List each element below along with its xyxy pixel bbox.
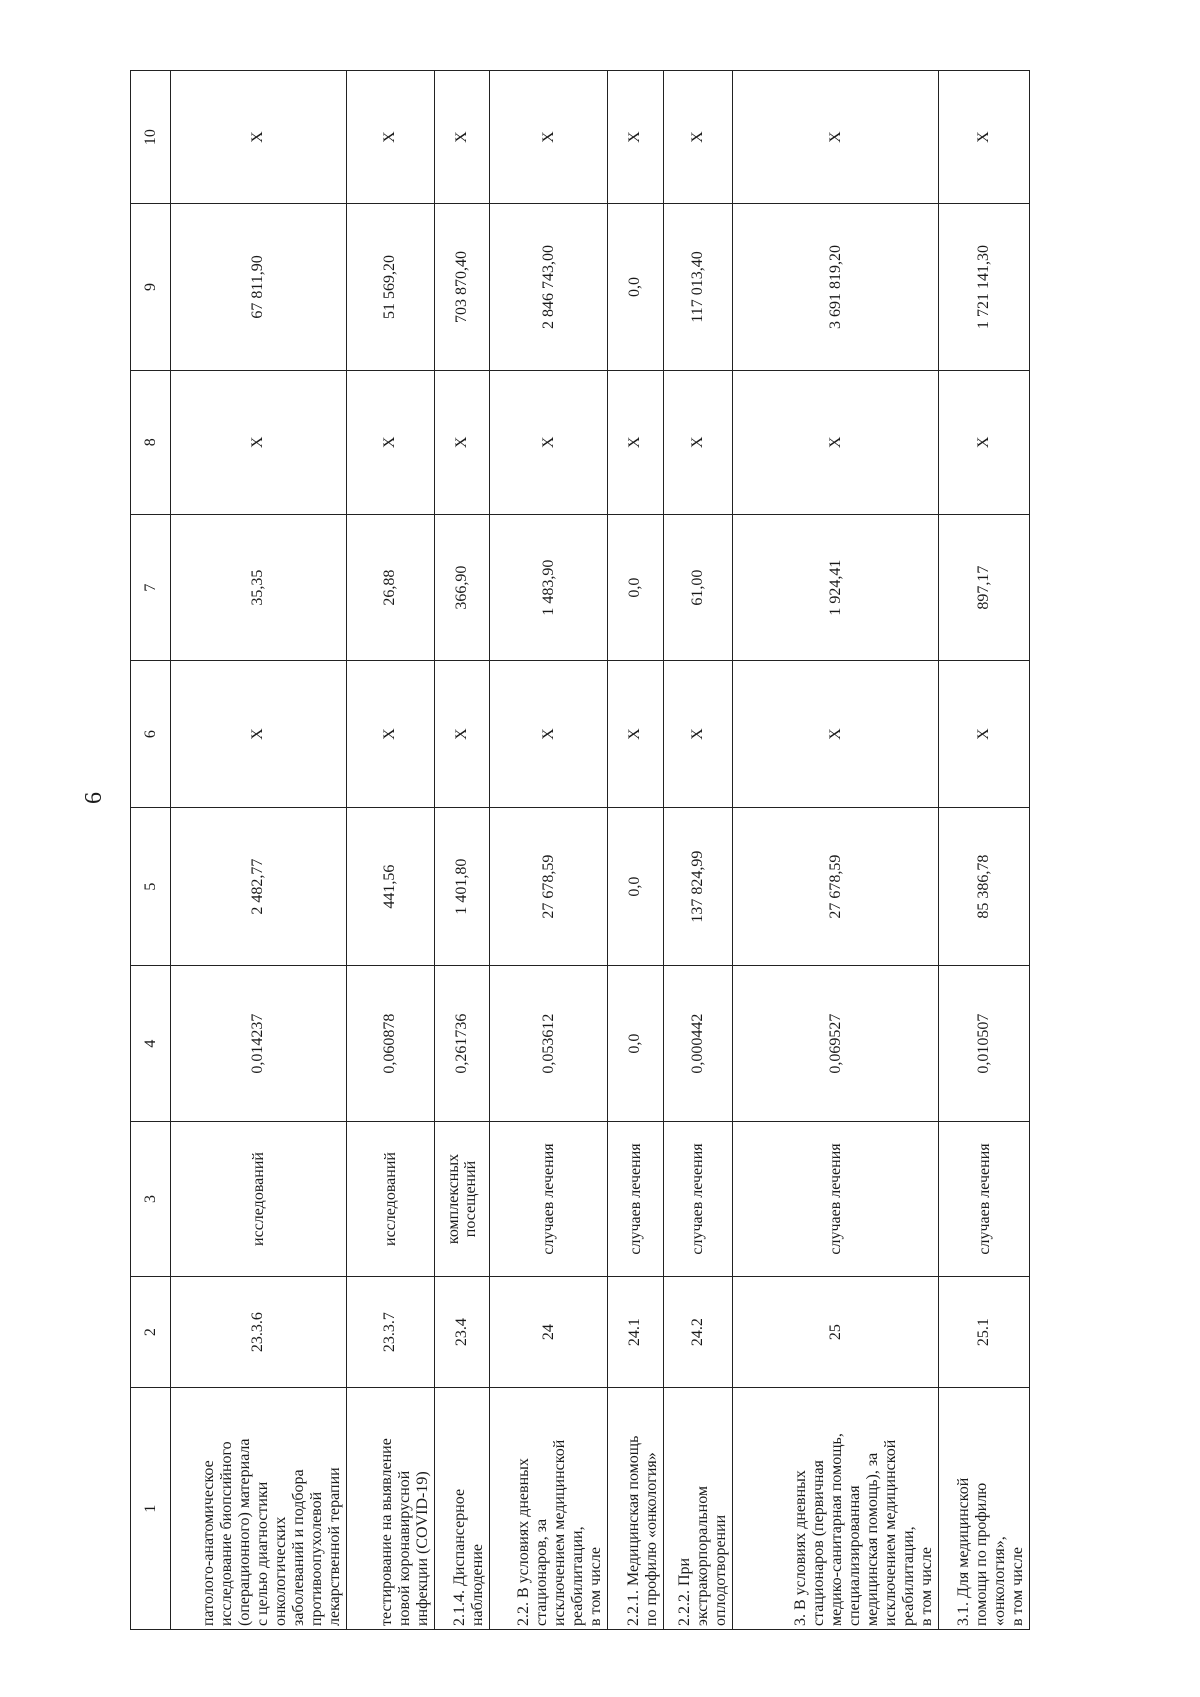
unit-cell	[939, 1121, 1030, 1276]
value-cell: X	[608, 661, 663, 807]
table-row	[733, 71, 939, 1630]
value-cell: 3 691 819,20	[733, 204, 939, 370]
value-cell: 0,069527	[733, 966, 939, 1121]
value-cell: 2 482,77	[171, 807, 347, 966]
table-row	[939, 71, 1030, 1630]
value-cell: 1 401,80	[434, 807, 489, 966]
value-cell: X	[663, 71, 733, 204]
value-cell: X	[171, 661, 347, 807]
header-cell: 9	[131, 204, 171, 370]
value-cell: 61,00	[663, 514, 733, 660]
value-cell: 27 678,59	[490, 807, 608, 966]
code-cell: 24.2	[663, 1277, 733, 1388]
page-number: 6	[81, 792, 107, 804]
table-row	[434, 71, 489, 1630]
table-header-row	[131, 71, 171, 1630]
header-cell: 3	[131, 1121, 171, 1276]
value-cell: 0,0	[608, 807, 663, 966]
value-cell: 0,0	[608, 966, 663, 1121]
row-name-cell	[434, 1388, 489, 1630]
row-name-cell	[490, 1388, 608, 1630]
code-cell: 23.3.6	[171, 1277, 347, 1388]
value-cell: X	[346, 71, 434, 204]
value-cell: 366,90	[434, 514, 489, 660]
unit-label: случаев лечения	[975, 1143, 993, 1255]
row-name-cell	[346, 1388, 434, 1630]
code-cell: 23.3.7	[346, 1277, 434, 1388]
row-title: тестирование на выявление новой коронавирусной инфекции (COVID-19)	[377, 1438, 431, 1626]
value-cell: X	[490, 661, 608, 807]
value-cell: 1 924,41	[733, 514, 939, 660]
unit-cell	[434, 1121, 489, 1276]
table-rotated-container	[130, 70, 1030, 1630]
value-cell: 0,053612	[490, 966, 608, 1121]
row-name-cell	[663, 1388, 733, 1630]
value-cell: 1 721 141,30	[939, 204, 1030, 370]
value-cell: X	[939, 71, 1030, 204]
value-cell: 85 386,78	[939, 807, 1030, 966]
value-cell: X	[939, 370, 1030, 514]
value-cell: X	[171, 370, 347, 514]
row-title: 2.2. В условиях дневных стационаров, за исключением медицинской реабилитации, в том числе	[515, 1439, 605, 1626]
value-cell: 703 870,40	[434, 204, 489, 370]
value-cell: X	[733, 71, 939, 204]
code-cell: 24.1	[608, 1277, 663, 1388]
table-row	[490, 71, 608, 1630]
row-name-cell	[171, 1388, 347, 1630]
value-cell: 0,010507	[939, 966, 1030, 1121]
value-cell: X	[663, 370, 733, 514]
value-cell: 0,261736	[434, 966, 489, 1121]
value-cell: 1 483,90	[490, 514, 608, 660]
value-cell: X	[434, 370, 489, 514]
header-cell: 8	[131, 370, 171, 514]
row-title: 3. В условиях дневных стационаров (первичная медико-санитарная помощь, специализированная медицинская помощь), за исключением медицинской реабилитации, в том числе	[792, 1433, 936, 1626]
unit-label: случаев лечения	[689, 1143, 707, 1255]
value-cell: X	[434, 71, 489, 204]
header-cell: 6	[131, 661, 171, 807]
row-name-cell	[733, 1388, 939, 1630]
unit-label: исследований	[249, 1152, 267, 1246]
unit-cell	[733, 1121, 939, 1276]
value-cell: X	[663, 661, 733, 807]
table-row	[663, 71, 733, 1630]
unit-cell	[663, 1121, 733, 1276]
unit-cell	[346, 1121, 434, 1276]
header-cell: 5	[131, 807, 171, 966]
row-name-cell	[939, 1388, 1030, 1630]
table-row	[608, 71, 663, 1630]
unit-label: комплексных посещений	[445, 1153, 480, 1245]
value-cell: 67 811,90	[171, 204, 347, 370]
value-cell: X	[171, 71, 347, 204]
value-cell: 0,0	[608, 514, 663, 660]
value-cell: 441,56	[346, 807, 434, 966]
table-row	[171, 71, 347, 1630]
row-title: патолого-анатомическое исследование биопсийного (операционного) материала с целью диагностики онкологических заболеваний и подбора противоопухолевой лекарственной терапии	[199, 1438, 343, 1626]
header-cell: 4	[131, 966, 171, 1121]
value-cell: 35,35	[171, 514, 347, 660]
unit-label: исследований	[381, 1152, 399, 1246]
header-cell: 10	[131, 71, 171, 204]
value-cell: 26,88	[346, 514, 434, 660]
value-cell: 897,17	[939, 514, 1030, 660]
header-cell: 7	[131, 514, 171, 660]
value-cell: 0,014237	[171, 966, 347, 1121]
value-cell: X	[490, 71, 608, 204]
code-cell: 25.1	[939, 1277, 1030, 1388]
row-title: 2.2.1. Медицинская помощь по профилю «онкология»	[624, 1435, 660, 1626]
unit-cell	[171, 1121, 347, 1276]
value-cell: 51 569,20	[346, 204, 434, 370]
header-cell: 2	[131, 1277, 171, 1388]
row-name-cell	[608, 1388, 663, 1630]
value-cell: 137 824,99	[663, 807, 733, 966]
value-cell: 0,000442	[663, 966, 733, 1121]
value-cell: X	[490, 370, 608, 514]
table-row	[346, 71, 434, 1630]
header-cell: 1	[131, 1388, 171, 1630]
value-cell: 0,0	[608, 204, 663, 370]
value-cell: X	[346, 370, 434, 514]
unit-label: случаев лечения	[626, 1143, 644, 1255]
code-cell: 23.4	[434, 1277, 489, 1388]
value-cell: X	[733, 661, 939, 807]
code-cell: 24	[490, 1277, 608, 1388]
code-cell: 25	[733, 1277, 939, 1388]
value-cell: 2 846 743,00	[490, 204, 608, 370]
unit-cell	[608, 1121, 663, 1276]
value-cell: 0,060878	[346, 966, 434, 1121]
value-cell: 27 678,59	[733, 807, 939, 966]
unit-label: случаев лечения	[540, 1143, 558, 1255]
unit-cell	[490, 1121, 608, 1276]
value-cell: 117 013,40	[663, 204, 733, 370]
row-title: 3.1. Для медицинской помощи по профилю «онкология», в том числе	[955, 1477, 1026, 1626]
row-title: 2.1.4. Диспансерное наблюдение	[451, 1488, 487, 1626]
row-title: 2.2.2. При экстракорпоральном оплодотворении	[676, 1485, 730, 1626]
unit-label: случаев лечения	[827, 1143, 845, 1255]
value-cell: X	[733, 370, 939, 514]
value-cell: X	[608, 71, 663, 204]
value-cell: X	[939, 661, 1030, 807]
value-cell: X	[434, 661, 489, 807]
value-cell: X	[608, 370, 663, 514]
value-cell: X	[346, 661, 434, 807]
data-table	[130, 70, 1030, 1630]
